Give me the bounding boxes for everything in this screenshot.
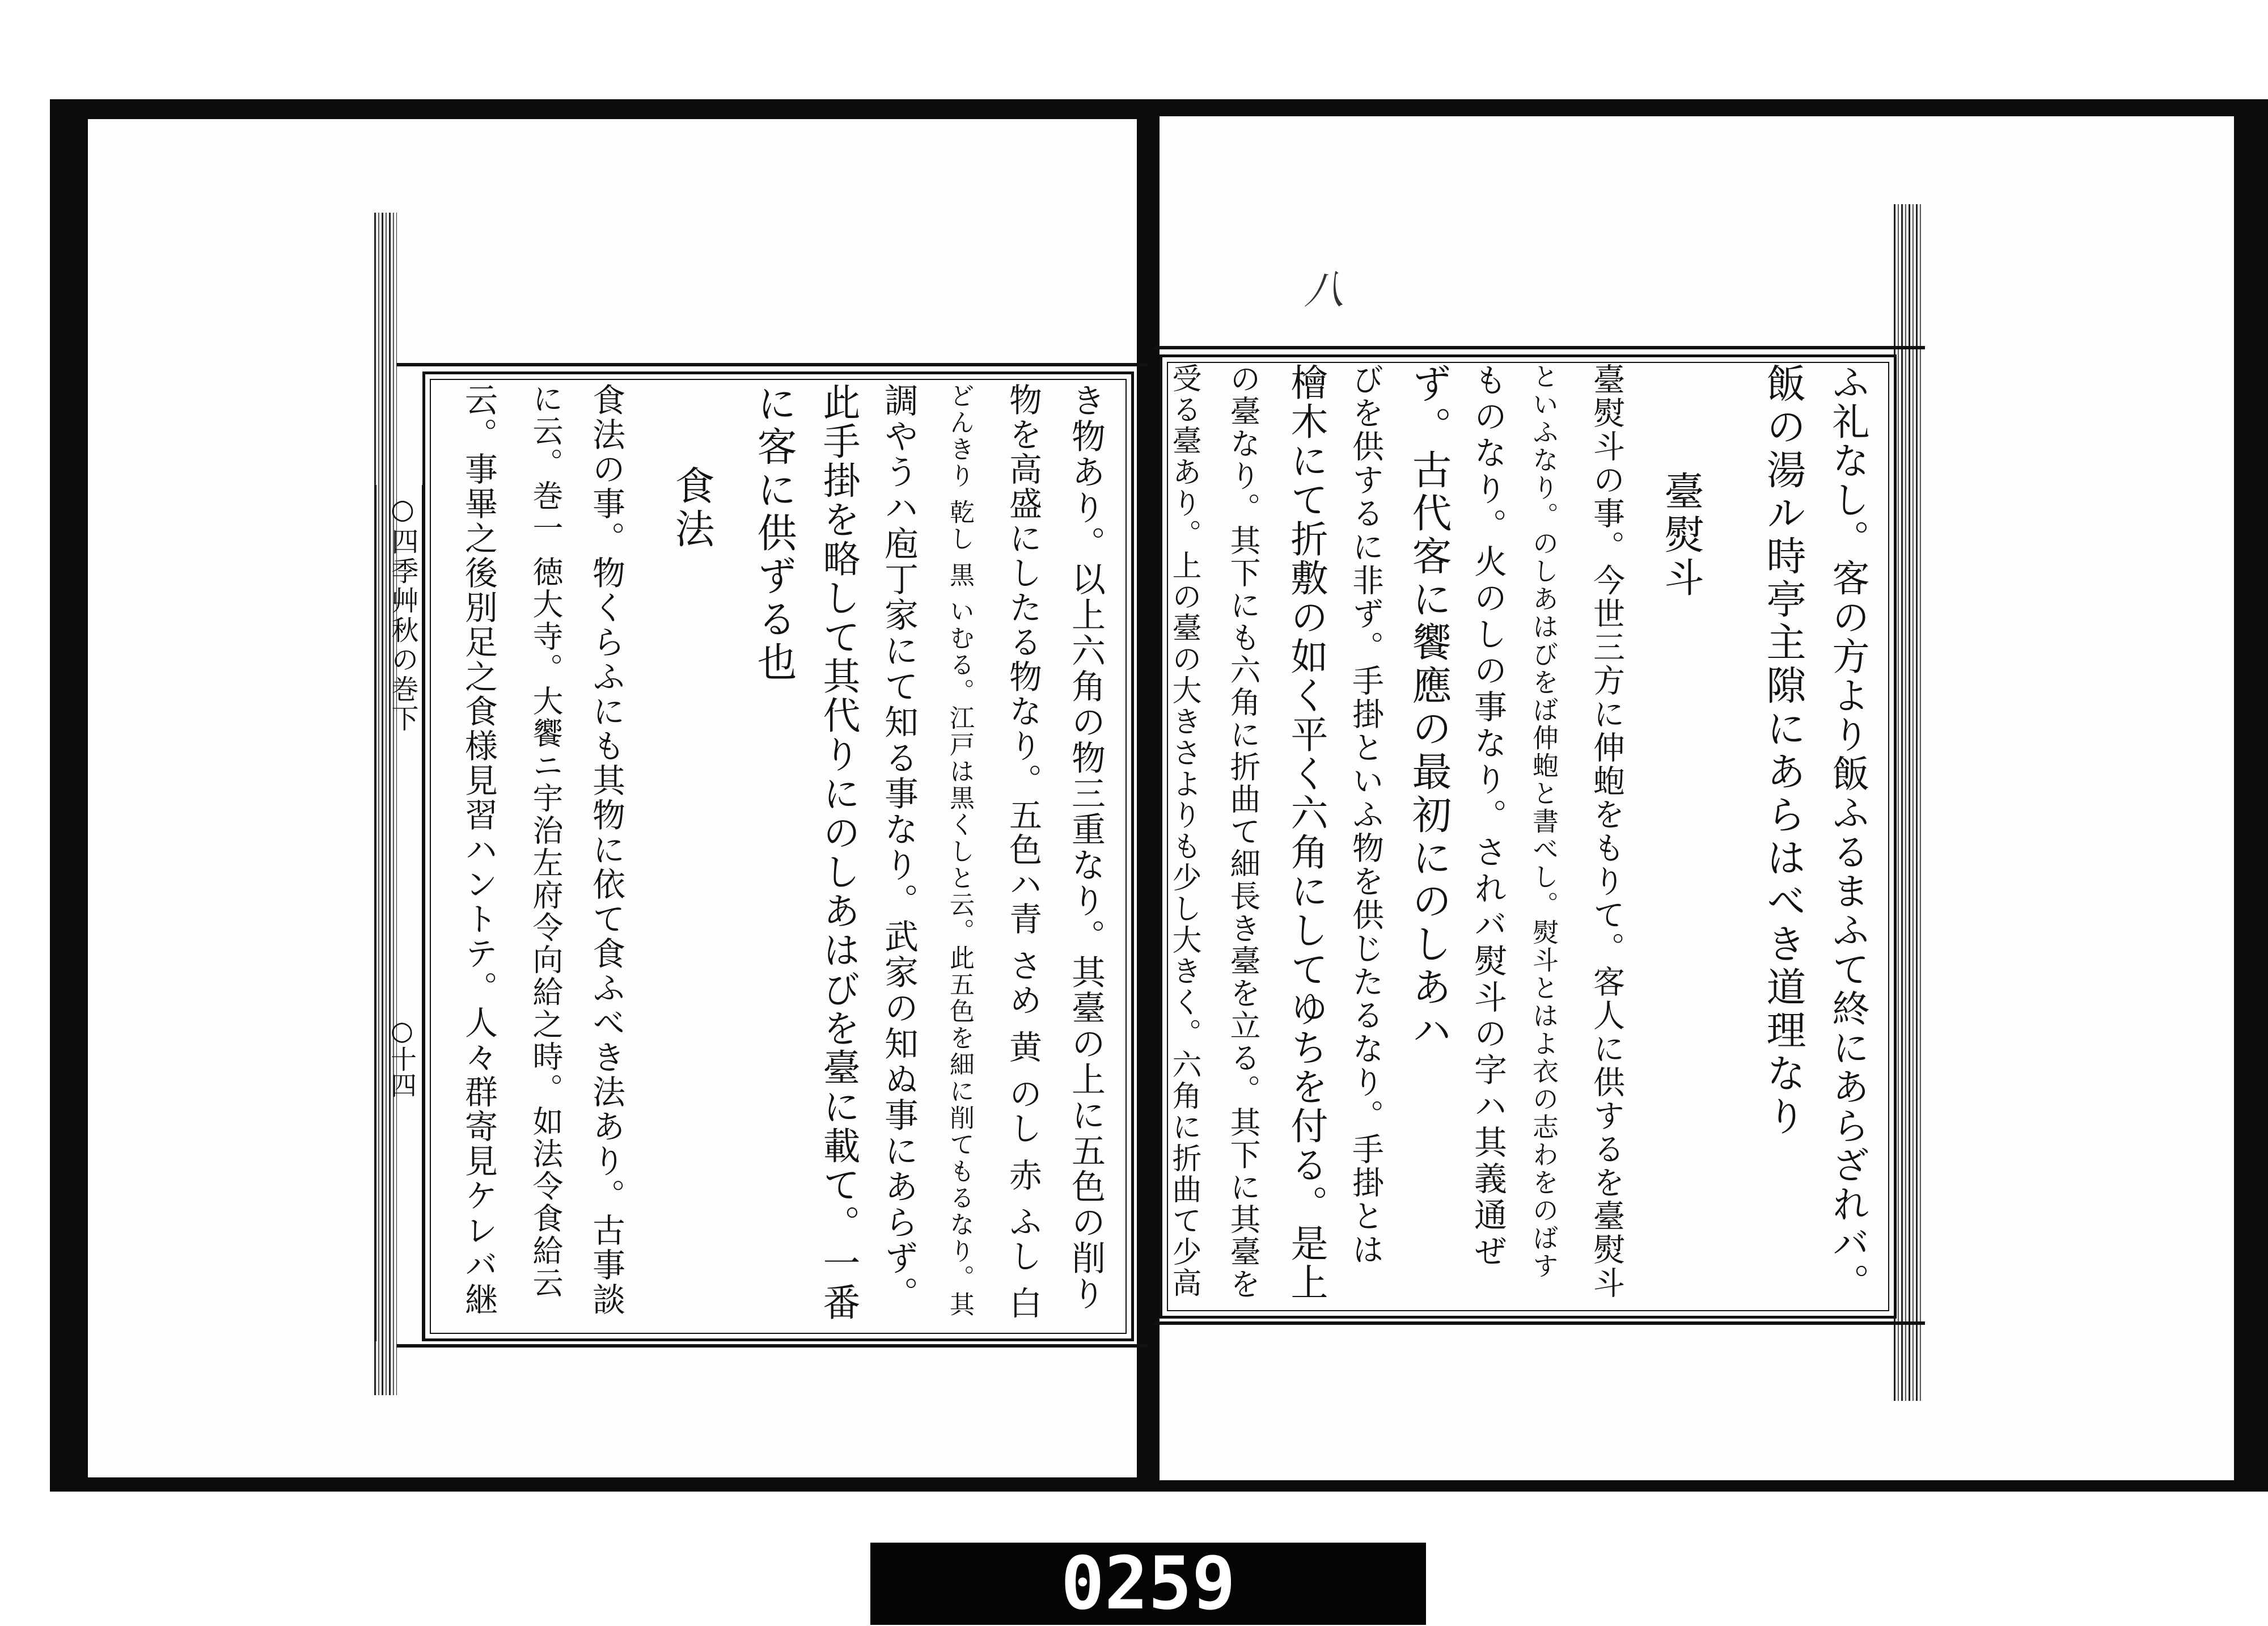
right-column-2: 飯の湯ル時亭主隙にあらはべき道理なり (1760, 363, 1806, 1139)
right-section-heading: 臺熨斗 (1658, 471, 1704, 600)
left-column-3: どんきり 乾し 黒 いむる。江戸は黒くしと云。此五色を細に削てもるなり。其 (945, 383, 974, 1318)
right-column-8: びを供するに非ず。手掛といふ物を供じたるなり。手掛とは (1347, 363, 1384, 1266)
left-bottom-rule (397, 1344, 1148, 1348)
book-gutter (1137, 113, 1160, 1486)
scan-number: 0259 (1060, 1541, 1236, 1626)
right-column-1: ふ礼なし。客の方より飯ふるまふて終にあらざれバ。 (1826, 363, 1869, 1302)
left-column-10: 云。事畢之後別足之食様見習ハントテ。人々群寄見ケレバ継 (459, 383, 498, 1317)
right-top-rule (1154, 346, 1925, 349)
left-column-6: に客に供ずる也 (751, 383, 797, 685)
right-column-9: 檜木にて折敷の如く平く六角にしてゆちを付る。是上 (1284, 363, 1328, 1302)
left-column-1: き物あり。以上六角の物三重なり。其臺の上に五色の削り (1066, 383, 1106, 1312)
scan-number-stamp (870, 1543, 1426, 1625)
left-running-header: ○四季艸秋の巻下 (387, 493, 418, 734)
left-folio: ○十四 (387, 1015, 417, 1098)
left-top-rule (397, 363, 1148, 366)
left-column-5: 此手掛を略して其代りにのしあはびを臺に載て。一番 (816, 383, 860, 1322)
left-column-9: に云。巻一 徳大寺。大饗ニ宇治左府令向給之時。如法令食給云 (528, 383, 564, 1300)
left-column-2: 物を高盛にしたる物なり。五色ハ青 さめ 黄 のし 赤 ふし 白 (1004, 383, 1042, 1321)
right-column-4: 臺熨斗の事。今世三方に伸蚫をもりて。客人に供するを臺熨斗 (1588, 363, 1625, 1300)
right-page-edge (1894, 204, 1922, 1401)
right-margin-note: 八 (1304, 267, 1344, 313)
left-column-4: 調やうハ庖丁家にて知る事なり。武家の知ぬ事にあらず。 (879, 383, 919, 1312)
left-section-heading: 食法 (668, 465, 715, 551)
left-column-8: 食法の事。物くらふにも其物に依て食ふべき法あり。古事談 (587, 383, 625, 1317)
right-column-10: の臺なり。其下にも六角に折曲て細長き臺を立る。其下に其臺を (1225, 363, 1261, 1300)
right-column-5: といふなり。のしあはびをば伸蚫と書べし。熨斗とはよ衣の志わをのばす (1529, 363, 1559, 1280)
right-column-11: 受る臺あり。上の臺の大きさよりも少し大きく。六角に折曲て少高 (1167, 363, 1201, 1299)
right-column-7: ず。古代客に饗應の最初にのしあハ (1406, 363, 1452, 1053)
right-bottom-rule (1154, 1321, 1925, 1325)
right-column-6: ものなり。火のしの事なり。されバ熨斗の字ハ其義通ぜ (1469, 363, 1507, 1270)
